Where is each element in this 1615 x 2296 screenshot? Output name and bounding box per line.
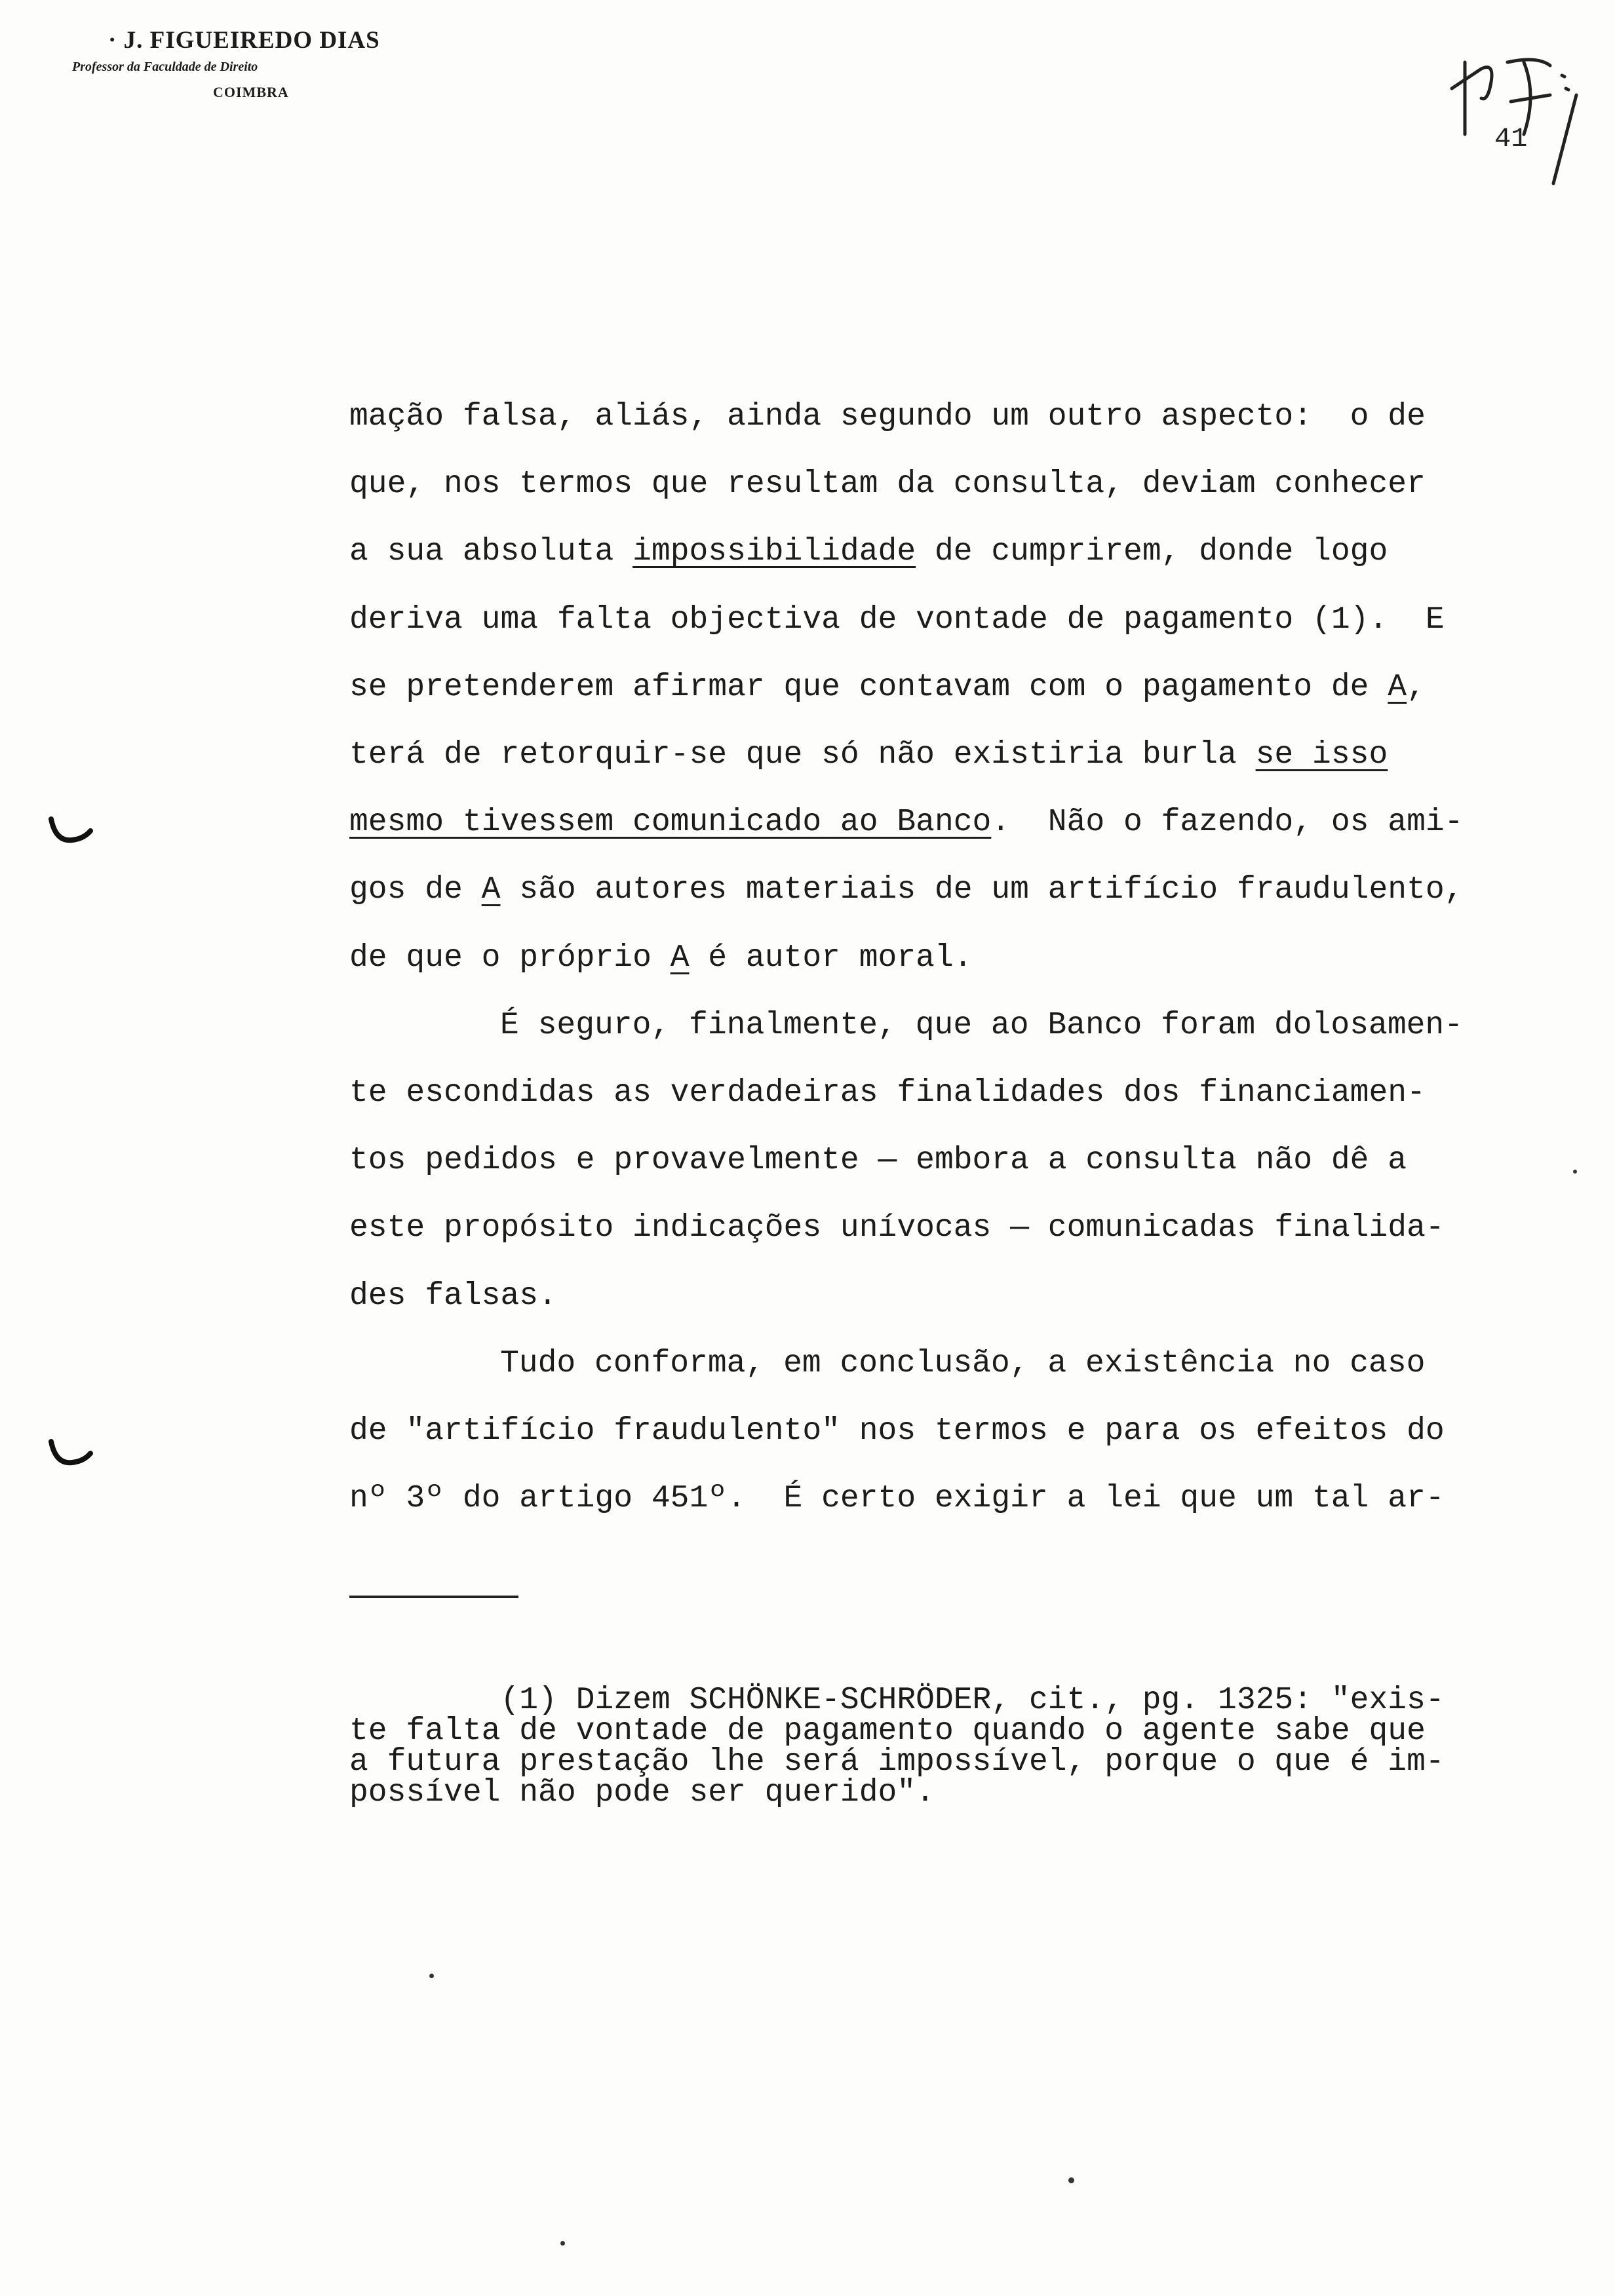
text-segment: Tudo conforma, em conclusão, a existência no caso xyxy=(500,1345,1426,1381)
text-segment: este propósito indicações unívocas — comunicadas finalida- xyxy=(349,1210,1445,1246)
underlined-text: A xyxy=(481,872,501,908)
handwritten-archive-mark xyxy=(1445,43,1586,187)
punch-hole-mark xyxy=(46,1435,98,1474)
footnote-separator xyxy=(349,1596,518,1598)
paper-speck xyxy=(429,1974,434,1978)
footnote-line: a futura prestação lhe será impossível, porque o que é im- xyxy=(349,1744,1445,1780)
letterhead-name: · J. FIGUEIREDO DIAS xyxy=(108,27,380,54)
text-segment: de que o próprio xyxy=(349,940,671,976)
text-segment: a sua absoluta xyxy=(349,534,633,570)
letterhead xyxy=(72,26,439,101)
text-segment: des falsas. xyxy=(349,1278,557,1314)
text-segment: deriva uma falta objectiva de vontade de pagamento (1). E xyxy=(349,602,1445,638)
underlined-text: mesmo tivessem comunicado ao Banco xyxy=(349,805,992,841)
underlined-text: impossibilidade xyxy=(632,534,916,570)
text-segment: é autor moral. xyxy=(689,940,973,976)
text-segment: se pretenderem afirmar que contavam com o pagamento de xyxy=(349,669,1388,705)
underlined-text: se isso xyxy=(1255,737,1388,773)
body-line xyxy=(349,1195,1523,1262)
body-line xyxy=(349,721,1523,789)
paper-speck xyxy=(560,2241,565,2246)
punch-hole-mark xyxy=(46,813,98,852)
text-segment: É seguro, finalmente, que ao Banco foram dolosamen- xyxy=(500,1007,1464,1043)
text-segment: que, nos termos que resultam da consulta, deviam conhecer xyxy=(349,467,1426,503)
text-segment: são autores materiais de um artifício fraudulento, xyxy=(500,872,1464,908)
body-paragraphs xyxy=(349,383,1523,1533)
body-line xyxy=(349,1060,1523,1127)
body-line xyxy=(349,383,1523,451)
body-line xyxy=(349,856,1523,924)
paper-speck xyxy=(1068,2177,1074,2183)
text-segment: de "artifício fraudulento" nos termos e para os efeitos do xyxy=(349,1413,1445,1449)
footnote-line: te falta de vontade de pagamento quando o agente sabe que xyxy=(349,1713,1426,1749)
text-segment: terá de retorquir-se que só não existiria burla xyxy=(349,737,1256,773)
text-segment: mação falsa, aliás, ainda segundo um outro aspecto: o de xyxy=(349,399,1426,434)
body-line xyxy=(349,1465,1523,1533)
letterhead-role: Professor da Faculdade de Direito xyxy=(72,60,258,74)
body-line xyxy=(349,992,1523,1060)
text-segment: , xyxy=(1407,669,1426,705)
body-line xyxy=(349,586,1523,654)
body-line xyxy=(349,1398,1523,1465)
text-segment: te escondidas as verdadeiras finalidades dos financiamen- xyxy=(349,1075,1426,1111)
body-line xyxy=(349,1330,1523,1398)
text-segment: nº 3º do artigo 451º. É certo exigir a lei que um tal ar- xyxy=(349,1481,1445,1517)
footnote-line: possível não pode ser querido". xyxy=(349,1775,935,1810)
body-line xyxy=(349,451,1523,518)
body-line xyxy=(349,1127,1523,1195)
text-segment: de cumprirem, donde logo xyxy=(916,534,1388,570)
text-segment: . Não o fazendo, os ami- xyxy=(991,805,1464,841)
body-line xyxy=(349,1263,1523,1330)
footnote-line: (1) Dizem SCHÖNKE-SCHRÖDER, cit., pg. 1325: "exis- xyxy=(349,1683,1445,1718)
text-segment: tos pedidos e provavelmente — embora a consulta não dê a xyxy=(349,1143,1407,1179)
underlined-text: A xyxy=(670,940,690,976)
underlined-text: A xyxy=(1388,669,1407,705)
body-line xyxy=(349,925,1523,992)
paper-speck xyxy=(1573,1170,1577,1174)
text-segment: gos de xyxy=(349,872,482,908)
letterhead-city: COIMBRA xyxy=(213,84,289,100)
body-line xyxy=(349,789,1523,856)
footnote xyxy=(349,1685,1523,1808)
body-line xyxy=(349,518,1523,586)
page-number: 41 xyxy=(1494,123,1528,155)
body-line xyxy=(349,654,1523,721)
